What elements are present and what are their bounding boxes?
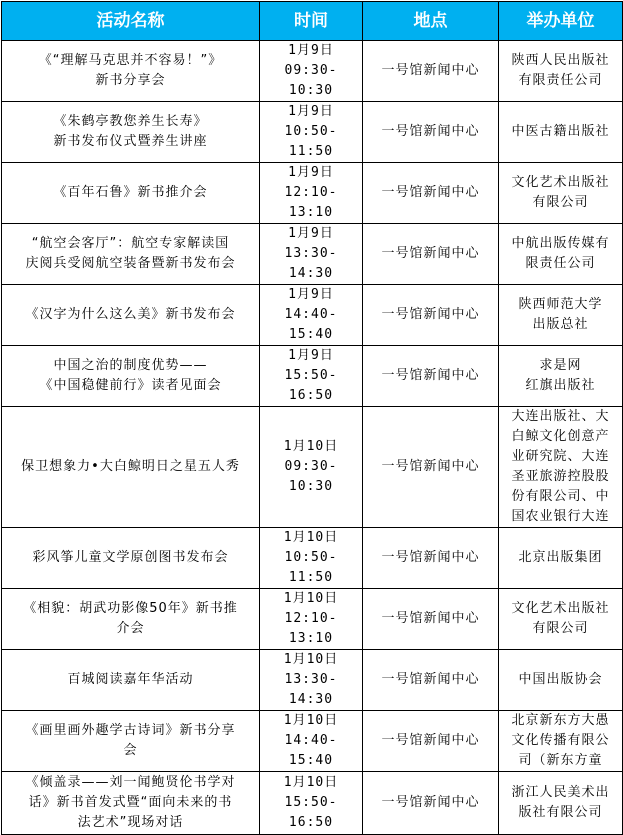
organizer-cell <box>499 407 623 528</box>
time-cell <box>260 41 363 102</box>
time-cell <box>260 650 363 711</box>
activity-name-line: 介会 <box>116 621 145 636</box>
activity-name-line: 保卫想象力•大白鲸明日之星五人秀 <box>21 459 240 474</box>
organizer-cell <box>499 650 623 711</box>
event-time-range: 10:50-11:50 <box>284 550 338 585</box>
table-row <box>2 285 623 346</box>
organizer-line: 版社有限公司 <box>518 805 603 820</box>
activity-name-line: 彩风筝儿童文学原创图书发布会 <box>32 550 229 565</box>
header-time: 时间 <box>260 2 363 41</box>
organizer-line: 份有限公司、中 <box>511 489 610 504</box>
time-cell <box>260 102 363 163</box>
activity-name-line: 新书分享会 <box>95 73 166 88</box>
time-cell <box>260 346 363 407</box>
organizer-line: 红旗出版社 <box>525 378 596 393</box>
activity-name-cell <box>2 711 260 772</box>
activity-name-cell <box>2 163 260 224</box>
event-date: 1月9日 <box>288 165 334 180</box>
organizer-line: 浙江人民美术出 <box>511 785 610 800</box>
activity-name-cell <box>2 528 260 589</box>
table-row <box>2 407 623 528</box>
place-cell: 一号馆新闻中心 <box>363 285 499 346</box>
time-cell <box>260 163 363 224</box>
organizer-text <box>502 670 619 690</box>
event-time-range: 15:50-16:50 <box>284 368 338 403</box>
organizer-text <box>502 548 619 568</box>
activity-name-line: 百城阅读嘉年华活动 <box>67 672 194 687</box>
organizer-line: 中国出版协会 <box>518 672 603 687</box>
place-cell: 一号馆新闻中心 <box>363 650 499 711</box>
place-cell: 一号馆新闻中心 <box>363 163 499 224</box>
header-place: 地点 <box>363 2 499 41</box>
organizer-text <box>502 51 619 91</box>
table-row <box>2 711 623 772</box>
table-row <box>2 102 623 163</box>
organizer-text <box>502 122 619 142</box>
time-cell <box>260 407 363 528</box>
event-time-range: 10:50-11:50 <box>284 124 338 159</box>
organizer-cell <box>499 285 623 346</box>
activity-name-line: 法艺术”现场对话 <box>77 815 184 830</box>
time-cell <box>260 711 363 772</box>
activity-name-line: 《相貌：胡武功影像50年》新书推 <box>23 601 238 616</box>
event-date: 1月9日 <box>288 226 334 241</box>
place-cell: 一号馆新闻中心 <box>363 407 499 528</box>
table-row <box>2 224 623 285</box>
organizer-line: 北京新东方大愚 <box>511 713 610 728</box>
event-date: 1月10日 <box>283 591 339 606</box>
organizer-cell <box>499 163 623 224</box>
table-row <box>2 772 623 835</box>
table-row <box>2 163 623 224</box>
activity-name-line: 《汉字为什么这么美》新书发布会 <box>25 307 236 322</box>
organizer-cell <box>499 528 623 589</box>
header-activity-name: 活动名称 <box>2 2 260 41</box>
time-cell <box>260 589 363 650</box>
organizer-line: 大连出版社、大 <box>511 409 610 424</box>
organizer-text <box>502 407 619 527</box>
event-date: 1月9日 <box>288 348 334 363</box>
organizer-cell <box>499 346 623 407</box>
event-date: 1月10日 <box>283 775 339 790</box>
organizer-cell <box>499 711 623 772</box>
organizer-cell <box>499 224 623 285</box>
organizer-line: 司（新东方童 <box>518 753 603 768</box>
organizer-line: 有限责任公司 <box>518 73 603 88</box>
activity-name-line: 《倾盖录——刘一闻鲍贤伦书学对 <box>25 775 236 790</box>
activity-name-line: 话》新书首发式暨“面向未来的书 <box>28 795 233 810</box>
place-cell: 一号馆新闻中心 <box>363 346 499 407</box>
event-time-range: 13:30-14:30 <box>284 246 338 281</box>
organizer-text <box>502 711 619 771</box>
activity-name-line: 《“理解马克思并不容易！”》 <box>38 53 223 68</box>
organizer-text <box>502 783 619 823</box>
table-row <box>2 528 623 589</box>
time-cell <box>260 772 363 835</box>
event-time-range: 12:10-13:10 <box>284 611 338 646</box>
event-date: 1月9日 <box>288 287 334 302</box>
activity-name-cell <box>2 772 260 835</box>
table-row <box>2 41 623 102</box>
activity-name-line: 会 <box>123 743 138 758</box>
schedule-body <box>2 41 623 835</box>
organizer-line: 圣亚旅游控股股 <box>511 469 610 484</box>
organizer-text <box>502 295 619 335</box>
organizer-text <box>502 173 619 213</box>
time-cell <box>260 285 363 346</box>
activity-name-cell <box>2 224 260 285</box>
activity-name-line: 《百年石鲁》新书推介会 <box>53 185 208 200</box>
activity-name-cell <box>2 285 260 346</box>
event-date: 1月9日 <box>288 104 334 119</box>
place-cell: 一号馆新闻中心 <box>363 102 499 163</box>
organizer-line: 限责任公司 <box>525 256 596 271</box>
organizer-cell <box>499 589 623 650</box>
activity-name-line: 新书发布仪式暨养生讲座 <box>53 134 208 149</box>
activity-name-cell <box>2 102 260 163</box>
organizer-cell <box>499 772 623 835</box>
organizer-line: 白鲸文化创意产 <box>511 429 610 444</box>
organizer-text <box>502 356 619 396</box>
event-date: 1月10日 <box>283 439 339 454</box>
organizer-line: 出版总社 <box>532 317 589 332</box>
table-row <box>2 589 623 650</box>
organizer-line: 陕西人民出版社 <box>511 53 610 68</box>
organizer-line: 业研究院、大连 <box>511 449 610 464</box>
activity-name-cell <box>2 589 260 650</box>
organizer-line: 北京出版集团 <box>518 550 603 565</box>
time-cell <box>260 224 363 285</box>
place-cell: 一号馆新闻中心 <box>363 772 499 835</box>
event-schedule-table <box>1 1 623 835</box>
event-time-range: 09:30-10:30 <box>284 63 338 98</box>
activity-name-cell <box>2 650 260 711</box>
organizer-line: 求是网 <box>539 358 582 373</box>
table-row <box>2 650 623 711</box>
place-cell: 一号馆新闻中心 <box>363 711 499 772</box>
activity-name-cell <box>2 346 260 407</box>
organizer-line: 中航出版传媒有 <box>511 236 610 251</box>
activity-name-line: 《画里画外趣学古诗词》新书分享 <box>25 723 236 738</box>
activity-name-line: 《中国稳健前行》读者见面会 <box>39 378 222 393</box>
activity-name-cell <box>2 407 260 528</box>
header-row <box>2 2 623 41</box>
activity-name-cell <box>2 41 260 102</box>
organizer-line: 陕西师范大学 <box>518 297 603 312</box>
organizer-text <box>502 599 619 639</box>
organizer-line: 有限公司 <box>532 621 589 636</box>
event-date: 1月9日 <box>288 43 334 58</box>
table-row <box>2 346 623 407</box>
organizer-cell <box>499 102 623 163</box>
place-cell: 一号馆新闻中心 <box>363 41 499 102</box>
organizer-line: 文化艺术出版社 <box>511 175 610 190</box>
place-cell: 一号馆新闻中心 <box>363 224 499 285</box>
organizer-line: 文化传播有限公 <box>511 733 610 748</box>
header-organizer: 举办单位 <box>499 2 623 41</box>
activity-name-line: “航空会客厅”：航空专家解读国 <box>31 236 230 251</box>
event-time-range: 14:40-15:40 <box>284 307 338 342</box>
organizer-line: 国农业银行大连 <box>511 509 610 524</box>
organizer-line: 有限公司 <box>532 195 589 210</box>
event-date: 1月10日 <box>283 530 339 545</box>
event-time-range: 14:40-15:40 <box>284 733 338 768</box>
place-cell: 一号馆新闻中心 <box>363 528 499 589</box>
activity-name-line: 《朱鹤亭教您养生长寿》 <box>53 114 208 129</box>
organizer-line: 文化艺术出版社 <box>511 601 610 616</box>
event-time-range: 09:30-10:30 <box>284 459 338 494</box>
event-time-range: 15:50-16:50 <box>284 795 338 830</box>
organizer-line: 中医古籍出版社 <box>511 124 610 139</box>
organizer-cell <box>499 41 623 102</box>
event-time-range: 12:10-13:10 <box>284 185 338 220</box>
organizer-text <box>502 234 619 274</box>
event-time-range: 13:30-14:30 <box>284 672 338 707</box>
event-date: 1月10日 <box>283 652 339 667</box>
activity-name-line: 庆阅兵受阅航空装备暨新书发布会 <box>25 256 236 271</box>
time-cell <box>260 528 363 589</box>
event-date: 1月10日 <box>283 713 339 728</box>
activity-name-line: 中国之治的制度优势—— <box>53 358 208 373</box>
place-cell: 一号馆新闻中心 <box>363 589 499 650</box>
